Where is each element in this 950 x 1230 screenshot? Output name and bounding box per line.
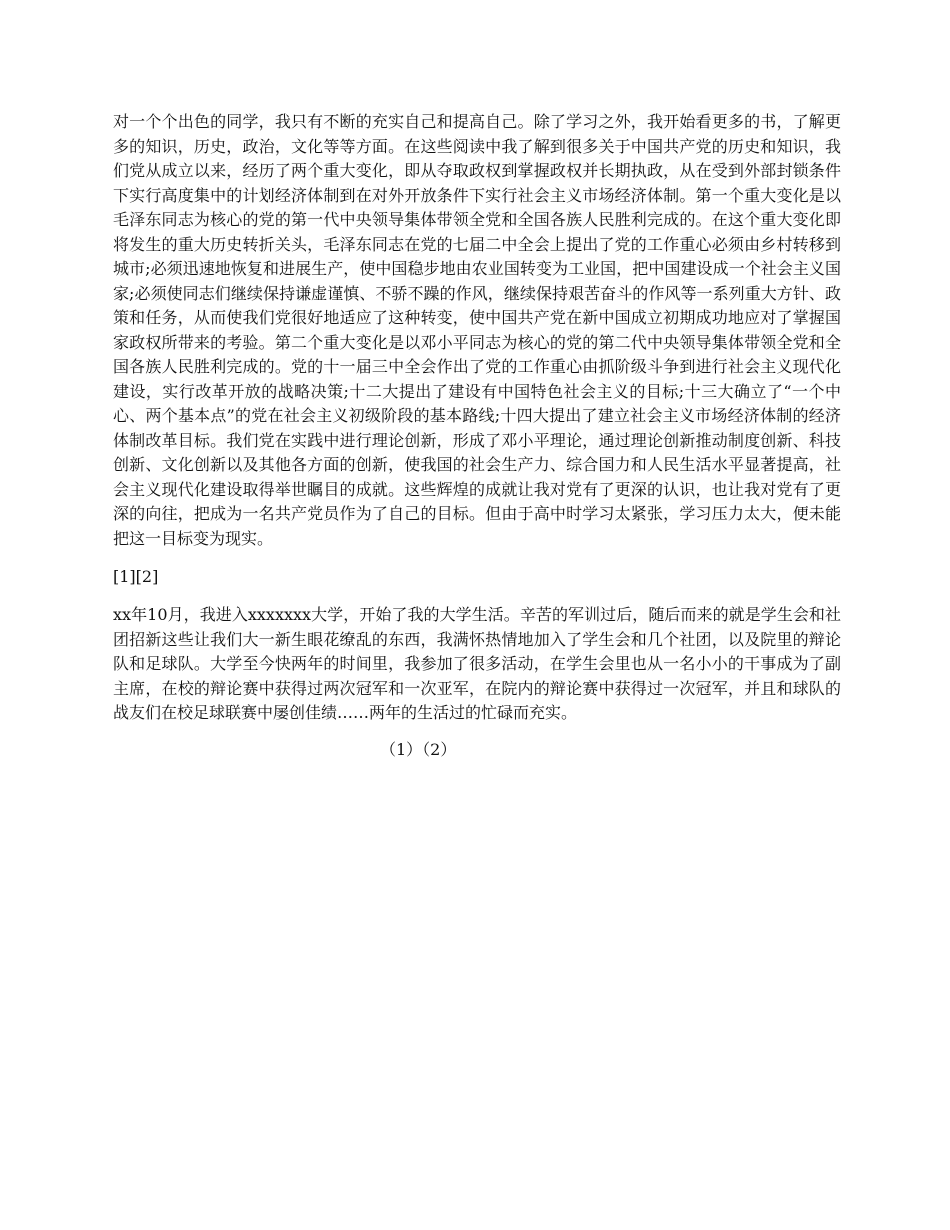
page-links[interactable]: [1][2] xyxy=(113,567,159,586)
paragraph-university-life: xx年10月，我进入xxxxxxx大学，开始了我的大学生活。辛苦的军训过后，随后而来的就是学生会和社团招新这些让我们大一新生眼花缭乱的东西，我满怀热情地加入了学生会和几个社团，以及院里的辩论队和足球队。大学至今快两年的时间里，我参加了很多活动，在学生会里也从一名小小的干事成为了副主席，在校的辩论赛中获得过两次冠军和一次亚军，在院内的辩论赛中获得过一次冠军，并且和球队的战友们在校足球联赛中屡创佳绩……两年的生活过的忙碌而充实。 xyxy=(113,605,841,722)
paragraph-party-history: 对一个个出色的同学，我只有不断的充实自己和提高自己。除了学习之外，我开始看更多的书，了解更多的知识，历史，政治，文化等等方面。在这些阅读中我了解到很多关于中国共产党的历史和知识，我们党从成立以来，经历了两个重大变化，即从夺取政权到掌握政权并长期执政，从在受到外部封锁条件下实行高度集中的计划经济体制到在对外开放条件下实行社会主义市场经济体制。第一个重大变化是以毛泽东同志为核心的党的第一代中央领导集体带领全党和全国各族人民胜利完成的。在这个重大变化即将发生的重大历史转折关头，毛泽东同志在党的七届二中全会上提出了党的工作重心必须由乡村转移到城市;必须迅速地恢复和进展生产，使中国稳步地由农业国转变为工业国，把中国建设成一个社会主义国家;必须使同志们继续保持谦虚谨慎、不骄不躁的作风，继续保持艰苦奋斗的作风等一系列重大方针、政策和任务，从而使我们党很好地适应了这种转变，使中国共产党在新中国成立初期成功地应对了掌握国家政权所带来的考验。第二个重大变化是以邓小平同志为核心的党的第二代中央领导集体带领全党和全国各族人民胜利完成的。党的十一届三中全会作出了党的工作重心由抓阶级斗争到进行社会主义现代化建设，实行改革开放的战略决策;十二大提出了建设有中国特色社会主义的目标;十三大确立了“一个中心、两个基本点”的党在社会主义初级阶段的基本路线;十四大提出了建立社会主义市场经济体制的经济体制改革目标。我们党在实践中进行理论创新，形成了邓小平理论，通过理论创新推动制度创新、科技创新、文化创新以及其他各方面的创新，使我国的社会生产力、综合国力和人民生活水平显著提高，社会主义现代化建设取得举世瞩目的成就。这些辉煌的成就让我对党有了更深的认识，也让我对党有了更深的向往，把成为一名共产党员作为了自己的目标。但由于高中时学习太紧张，学习压力太大，便未能把这一目标变为现实。 xyxy=(113,112,841,548)
document-page xyxy=(113,110,841,762)
footer-page-links[interactable]: （1）（2） xyxy=(380,739,457,759)
